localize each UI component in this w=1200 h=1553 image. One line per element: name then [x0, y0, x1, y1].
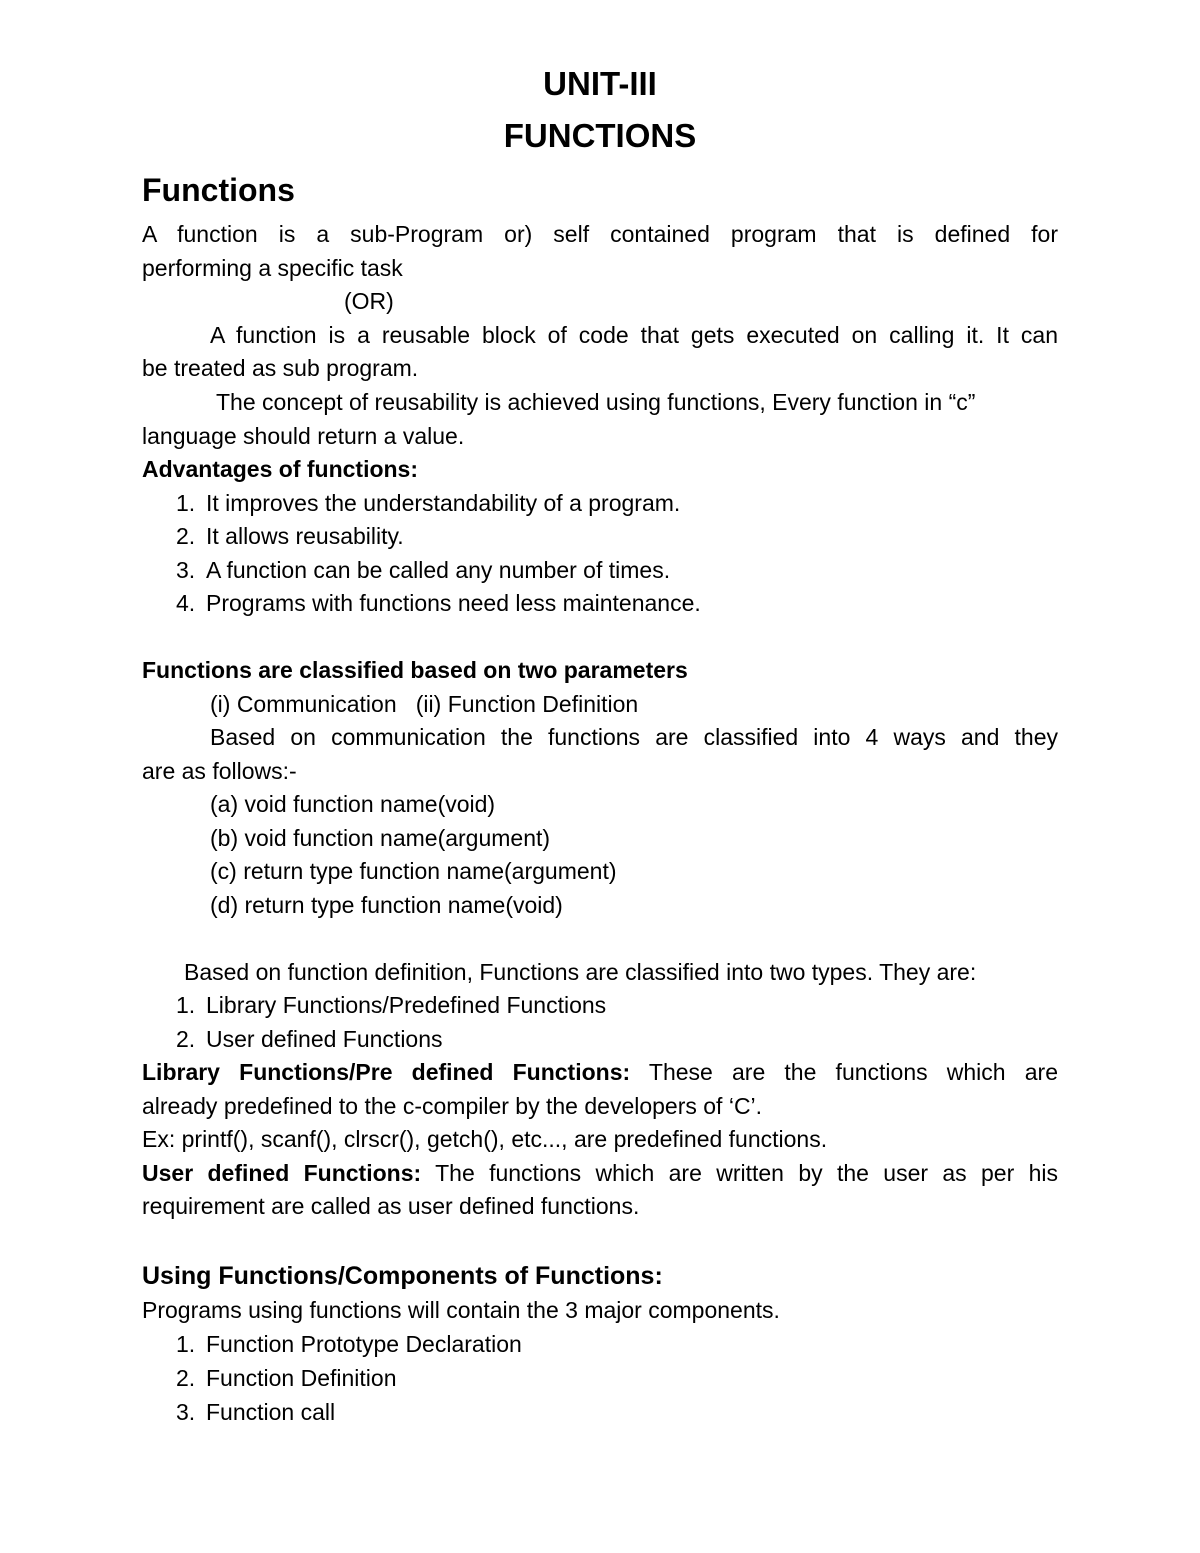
list-number: 4. — [176, 590, 196, 616]
function-type: (c) return type function name(argument) — [210, 858, 617, 884]
user-defined-text: The functions which are written by the user as per his — [421, 1160, 1059, 1186]
advantages-heading: Advantages of functions: — [142, 456, 419, 482]
list-number: 1. — [176, 490, 196, 516]
library-example: Ex: printf(), scanf(), clrscr(), getch(), etc..., are predefined functions. — [142, 1126, 828, 1152]
components-heading: Using Functions/Components of Functions: — [142, 1262, 663, 1290]
list-text: Library Functions/Predefined Functions — [206, 992, 607, 1018]
functions-heading: Functions — [142, 172, 295, 208]
list-text: It allows reusability. — [206, 523, 404, 549]
list-item — [176, 588, 701, 618]
definition-line: The concept of reusability is achieved using functions, Every function in “c” — [216, 389, 976, 415]
communication-line: are as follows:- — [142, 758, 297, 784]
list-number: 2. — [176, 1365, 196, 1391]
definition-line: A function is a sub-Program or) self contained program that is defined for — [142, 221, 1058, 247]
definition-line: performing a specific task — [142, 255, 403, 281]
definition-line: language should return a value. — [142, 423, 465, 449]
list-text: User defined Functions — [206, 1026, 443, 1052]
list-number: 3. — [176, 557, 196, 583]
function-type: (d) return type function name(void) — [210, 892, 563, 918]
list-number: 1. — [176, 1331, 196, 1357]
list-item — [176, 555, 670, 585]
list-item — [176, 1363, 397, 1393]
definition-line: be treated as sub program. — [142, 355, 419, 381]
library-label: Library Functions/Pre defined Functions: — [142, 1059, 631, 1085]
definition-intro: Based on function definition, Functions are classified into two types. They are: — [184, 959, 977, 985]
or-separator: (OR) — [344, 288, 394, 314]
list-number: 2. — [176, 523, 196, 549]
list-number: 3. — [176, 1399, 196, 1425]
classification-heading: Functions are classified based on two parameters — [142, 657, 688, 683]
list-item — [176, 1397, 335, 1427]
library-paragraph-line: already predefined to the c-compiler by the developers of ‘C’. — [142, 1093, 763, 1119]
list-text: Function Definition — [206, 1365, 397, 1391]
components-intro: Programs using functions will contain the 3 major components. — [142, 1297, 780, 1323]
function-type: (b) void function name(argument) — [210, 825, 551, 851]
list-text: A function can be called any number of times. — [206, 557, 671, 583]
list-item — [176, 1024, 443, 1054]
list-item — [176, 990, 606, 1020]
communication-line: Based on communication the functions are classified into 4 ways and they — [210, 724, 1058, 750]
library-paragraph-line — [142, 1057, 1058, 1087]
list-item — [176, 1329, 522, 1359]
list-text: Programs with functions need less maintenance. — [206, 590, 701, 616]
list-text: Function call — [206, 1399, 336, 1425]
topic-title: FUNCTIONS — [503, 117, 697, 154]
list-item — [176, 521, 404, 551]
function-type: (a) void function name(void) — [210, 791, 496, 817]
user-defined-label: User defined Functions: — [142, 1160, 422, 1186]
unit-title: UNIT-III — [543, 65, 657, 102]
user-defined-paragraph-line — [142, 1158, 1058, 1188]
definition-line: A function is a reusable block of code that gets executed on calling it. It can — [210, 322, 1058, 348]
list-text: Function Prototype Declaration — [206, 1331, 522, 1357]
list-number: 1. — [176, 992, 196, 1018]
classification-params: (i) Communication (ii) Function Definition — [210, 691, 639, 717]
list-item — [176, 488, 680, 518]
list-number: 2. — [176, 1026, 196, 1052]
user-defined-paragraph-line: requirement are called as user defined functions. — [142, 1193, 640, 1219]
list-text: It improves the understandability of a program. — [206, 490, 681, 516]
library-text: These are the functions which are — [630, 1059, 1058, 1085]
